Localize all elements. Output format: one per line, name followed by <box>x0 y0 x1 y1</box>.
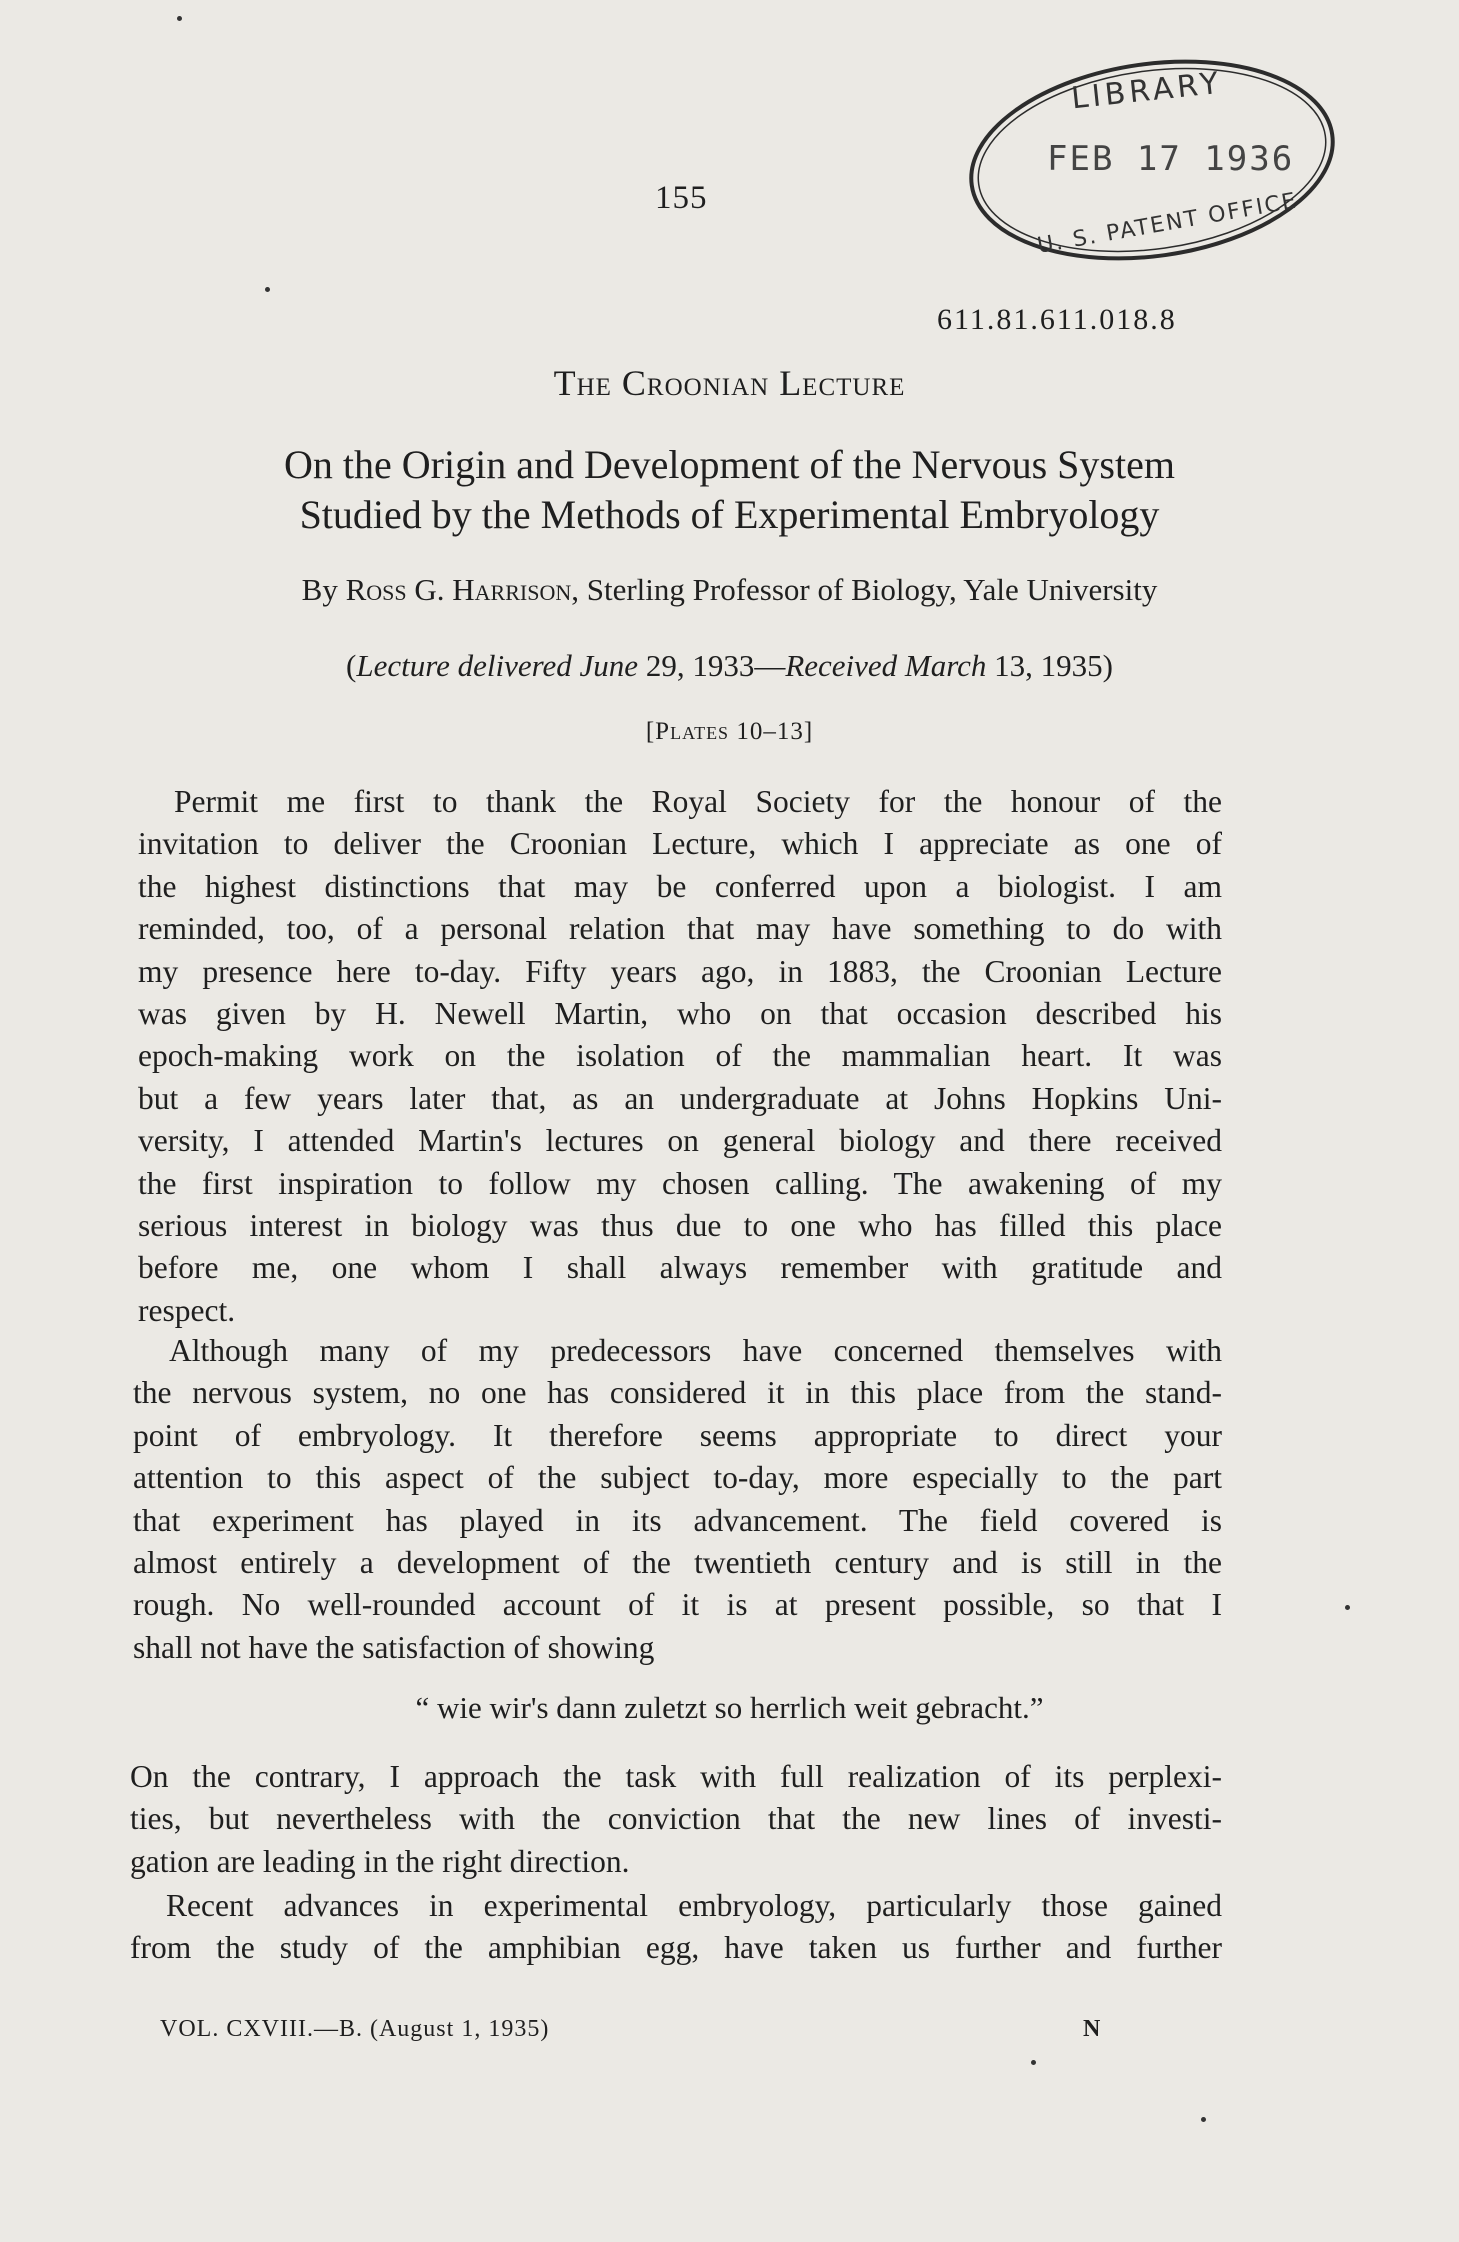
delivered-date: 29, 1933— <box>638 648 786 683</box>
stamp-line-2: FEB 17 1936 <box>1047 139 1295 179</box>
text-line: before me, one whom I shall always remember with gratitude and <box>138 1250 1222 1286</box>
text-line: the nervous system, no one has considered it in this place from the stand- <box>133 1375 1222 1411</box>
library-stamp <box>962 55 1342 270</box>
text-line: rough. No well-rounded account of it is at present possible, so that I <box>133 1587 1222 1623</box>
speck <box>1031 2060 1036 2065</box>
classification-number: 611.81.611.018.8 <box>937 303 1177 336</box>
text-line: from the study of the amphibian egg, have taken us further and further <box>130 1930 1222 1966</box>
received-date: 13, 1935) <box>986 648 1113 683</box>
author-affiliation: , Sterling Professor of Biology, Yale University <box>571 572 1158 607</box>
text-line: my presence here to-day. Fifty years ago, in 1883, the Croonian Lecture <box>138 953 1222 989</box>
text-line: epoch-making work on the isolation of the mammalian heart. It was <box>138 1038 1222 1074</box>
footer-volume: VOL. CXVIII.—B. (August 1, 1935) <box>160 2016 550 2042</box>
speck <box>265 287 270 292</box>
lecture-title: The Croonian Lecture <box>553 363 906 403</box>
text-line: serious interest in biology was thus due to one who has filled this place <box>138 1208 1222 1244</box>
paragraph-4 <box>130 1885 1222 1970</box>
main-title <box>0 440 1459 540</box>
text-line: Although many of my predecessors have concerned themselves with <box>169 1333 1222 1368</box>
speck <box>1201 2117 1206 2122</box>
paragraph-2 <box>133 1330 1222 1669</box>
stamp-line-3: U. S. PATENT OFFICE <box>1035 188 1300 259</box>
paragraph-1 <box>138 781 1222 1332</box>
text-line: the first inspiration to follow my chosen calling. The awakening of my <box>138 1165 1222 1201</box>
text-line: point of embryology. It therefore seems appropriate to direct your <box>133 1417 1222 1453</box>
speck <box>1345 1605 1350 1610</box>
text-line: almost entirely a development of the twentieth century and is still in the <box>133 1545 1222 1581</box>
text-line: versity, I attended Martin's lectures on general biology and there received <box>138 1123 1222 1159</box>
byline <box>0 572 1459 608</box>
quotation: “ wie wir's dann zuletzt so herrlich weit gebracht.” <box>415 1690 1044 1725</box>
text-line: Recent advances in experimental embryology, particularly those gained <box>166 1888 1222 1923</box>
text-line: shall not have the satisfaction of showing <box>133 1629 655 1665</box>
plates-reference: [Plates 10–13] <box>645 718 814 745</box>
text-line: but a few years later that, as an undergraduate at Johns Hopkins Uni- <box>138 1080 1222 1116</box>
received-label: Received March <box>785 648 987 683</box>
title-line-2: Studied by the Methods of Experimental Embryology <box>299 492 1160 537</box>
text-line: ties, but nevertheless with the conviction that the new lines of investi- <box>130 1801 1222 1837</box>
page-number: 155 <box>655 180 708 216</box>
text-line: Permit me first to thank the Royal Society for the honour of the <box>174 784 1222 819</box>
text-line: attention to this aspect of the subject to-day, more especially to the part <box>133 1460 1222 1496</box>
text-line: gation are leading in the right direction. <box>130 1843 630 1879</box>
author-name: Ross G. Harrison <box>345 572 572 607</box>
stamp-line-1: LIBRARY <box>1069 65 1224 117</box>
text-line: On the contrary, I approach the task with full realization of its perplexi- <box>130 1759 1222 1794</box>
lecture-dates <box>0 648 1459 684</box>
text-line: the highest distinctions that may be conferred upon a biologist. I am <box>138 868 1222 904</box>
text-line: that experiment has played in its advancement. The field covered is <box>133 1502 1222 1538</box>
text-line: was given by H. Newell Martin, who on that occasion described his <box>138 996 1222 1032</box>
text-line: reminded, too, of a personal relation that may have something to do with <box>138 911 1222 947</box>
paragraph-3 <box>130 1756 1222 1883</box>
footer-signature: N <box>1083 2016 1101 2042</box>
title-line-1: On the Origin and Development of the Nervous System <box>284 442 1175 487</box>
text-line: invitation to deliver the Croonian Lecture, which I appreciate as one of <box>138 826 1222 862</box>
byline-by: By <box>301 572 338 607</box>
text-line: respect. <box>138 1292 236 1328</box>
dates-open-paren: ( <box>346 648 357 683</box>
speck <box>177 16 182 21</box>
delivered-label: Lecture delivered June <box>356 648 639 683</box>
